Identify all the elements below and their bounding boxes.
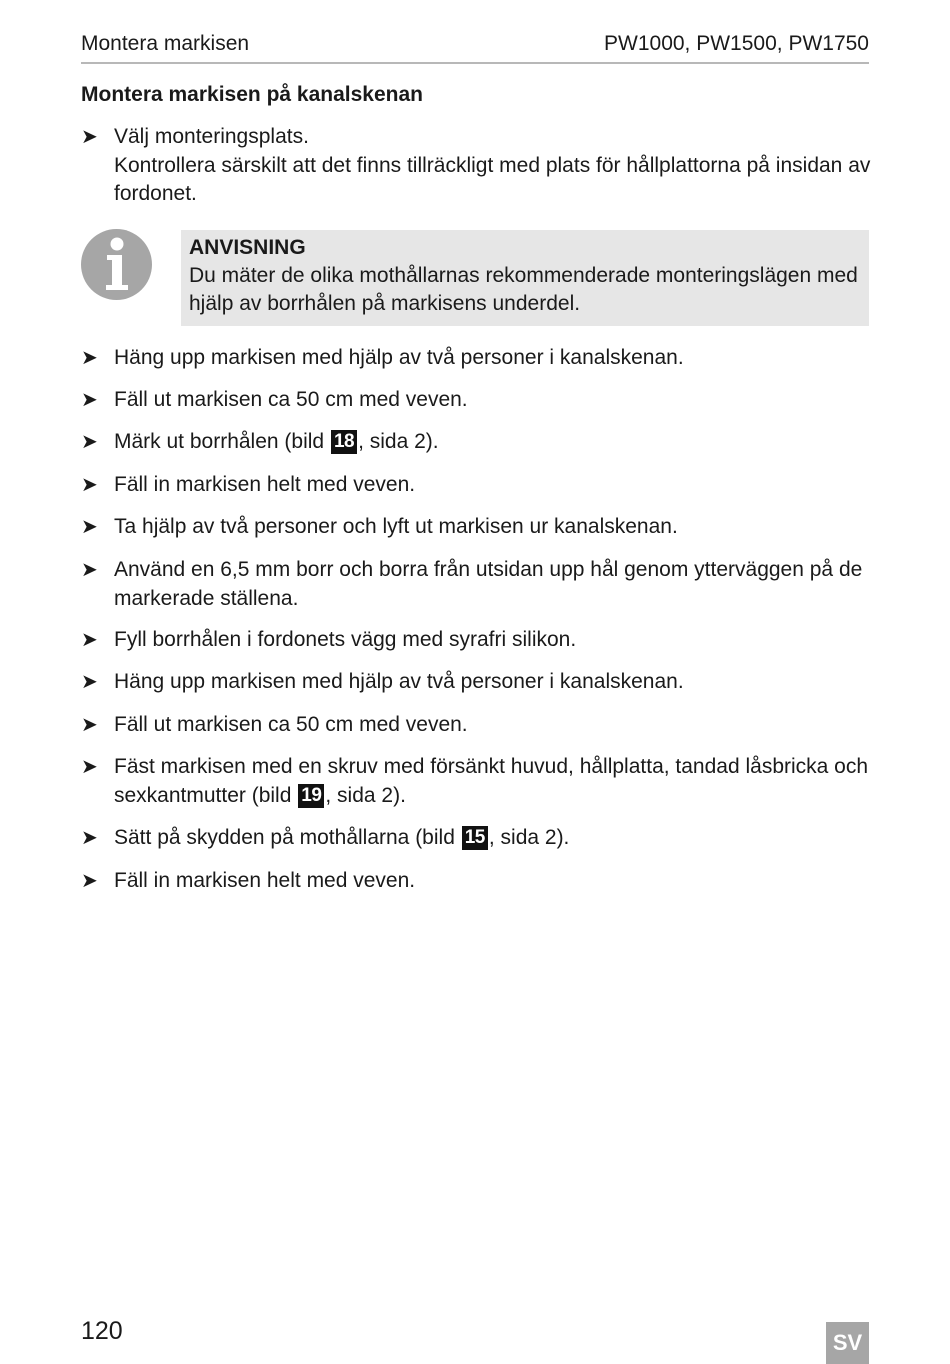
arrow-right-icon: ➤ [81,714,98,736]
step-text-after: , sida 2). [325,783,406,807]
step-text-before: Märk ut borrhålen (bild [114,430,330,453]
figure-reference-badge: 18 [331,430,357,454]
step-1 [81,344,871,373]
step-9 [81,711,871,740]
step-2 [81,386,871,415]
arrow-right-icon: ➤ [81,347,98,369]
figure-reference-badge: 19 [298,784,324,808]
step-text: Använd en 6,5 mm borr och borra från utsidan upp hål genom ytterväggen på de markerade ställena. [114,558,863,610]
step-text: Fäll ut markisen ca 50 cm med veven. [114,713,468,736]
figure-reference-badge: 15 [462,826,488,850]
step-text: Fäll ut markisen ca 50 cm med veven. [114,388,468,411]
arrow-right-icon: ➤ [81,516,98,538]
step-text: Ta hjälp av två personer och lyft ut markisen ur kanalskenan. [114,515,678,538]
step-intro [81,123,871,209]
arrow-right-icon: ➤ [81,474,98,496]
step-line-primary: Välj monteringsplats. [114,125,309,148]
step-8 [81,668,871,697]
header-section-title: Montera markisen [81,32,250,55]
arrow-right-icon: ➤ [81,827,98,849]
step-text: Häng upp markisen med hjälp av två personer i kanalskenan. [114,346,684,369]
section-heading: Montera markisen på kanalskenan [81,83,423,106]
step-text-before: Sätt på skydden på mothållarna (bild [114,826,461,849]
step-text: Fäll in markisen helt med veven. [114,869,416,892]
page-number: 120 [81,1317,123,1345]
step-12 [81,867,871,896]
step-4 [81,471,871,500]
step-line-secondary: Kontrollera särskilt att det finns tillräckligt med plats för hållplattorna på insidan av fordonet. [114,153,871,205]
note-text: Du mäter de olika mothållarnas rekommenderade monteringslägen med hjälp av borrhålen på markisens underdel. [189,264,858,315]
step-text [114,123,871,209]
header-model-list: PW1000, PW1500, PW1750 [604,32,869,55]
step-10 [81,753,871,810]
step-11 [81,824,871,853]
arrow-right-icon: ➤ [81,671,98,693]
arrow-right-icon: ➤ [81,431,98,453]
step-text [114,428,871,457]
arrow-right-icon: ➤ [81,389,98,411]
note-title: ANVISNING [189,236,306,259]
arrow-right-icon: ➤ [81,870,98,892]
step-text [114,824,871,853]
arrow-right-icon: ➤ [81,559,98,581]
step-text-after: , sida 2). [358,430,439,453]
arrow-right-icon: ➤ [81,629,98,651]
page-header [81,30,869,64]
language-badge: SV [826,1322,869,1364]
note-box [181,230,869,326]
info-icon [81,229,152,300]
arrow-right-icon: ➤ [81,126,98,148]
step-text-before: Fäst markisen med en skruv med försänkt huvud, hållplatta, tandad låsbricka och sexkantmutter (bild [114,755,869,807]
step-6 [81,556,871,613]
arrow-right-icon: ➤ [81,756,98,778]
step-text: Fäll in markisen helt med veven. [114,473,416,496]
step-text-after: , sida 2). [488,826,570,849]
step-5 [81,513,871,542]
step-text: Häng upp markisen med hjälp av två personer i kanalskenan. [114,670,684,693]
step-3 [81,428,871,457]
step-text [114,753,871,810]
step-text: Fyll borrhålen i fordonets vägg med syrafri silikon. [114,628,577,651]
step-7 [81,626,871,655]
